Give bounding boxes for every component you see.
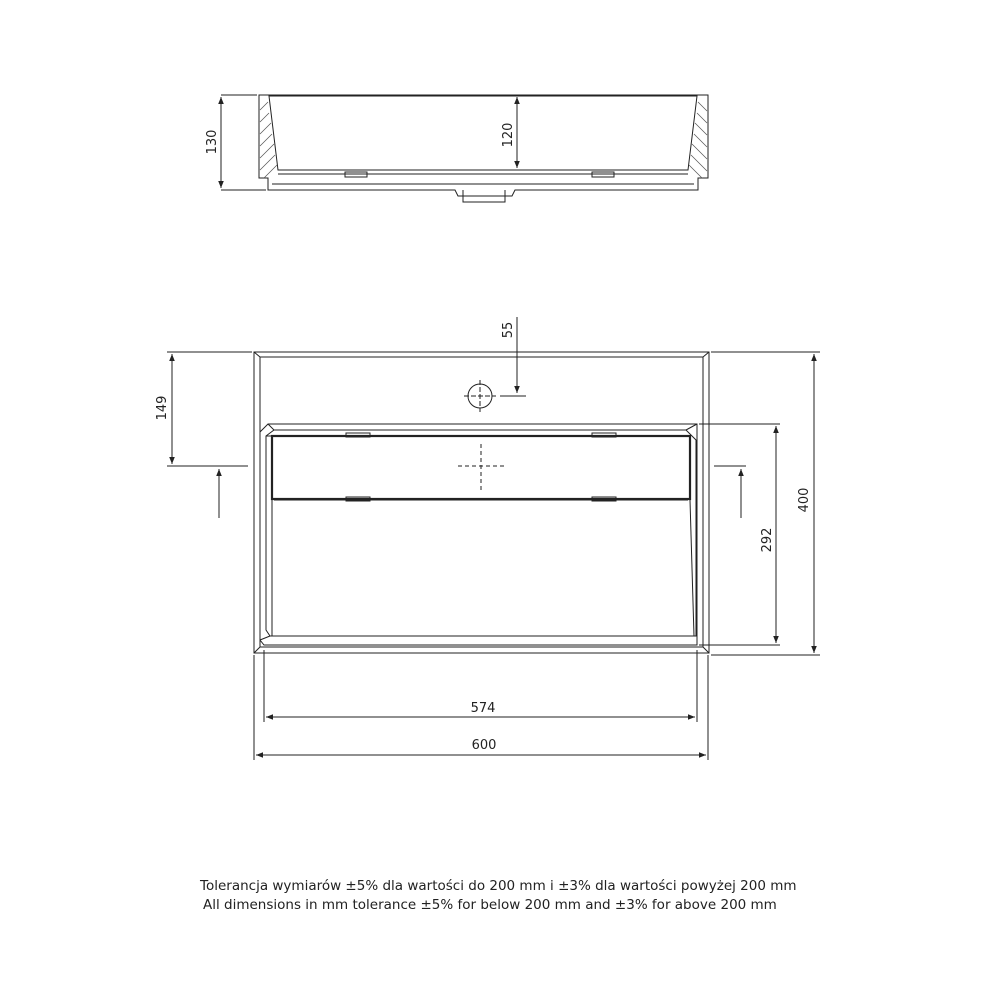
basin-outline: [259, 95, 708, 196]
dim-label-149: 149: [155, 395, 170, 421]
dim-label-400: 400: [797, 487, 812, 513]
bowl-outline: [260, 424, 697, 645]
tolerance-note-english: All dimensions in mm tolerance ±5% for below 200 mm and ±3% for above 200 mm: [203, 897, 777, 913]
dim-label-600: 600: [471, 738, 497, 753]
dim-label-55: 55: [501, 321, 516, 339]
basin-outer-edge: [254, 352, 709, 653]
dim-label-120: 120: [501, 122, 516, 148]
basin-inner-bowl: [269, 96, 697, 170]
dim-label-574: 574: [470, 701, 496, 716]
dim-label-130: 130: [205, 129, 220, 155]
side-section-view: [221, 95, 708, 202]
top-view: [167, 317, 820, 760]
drain-center-mark: [458, 444, 504, 490]
dim-label-292: 292: [760, 527, 775, 553]
tolerance-note-polish: Tolerancja wymiarów ±5% dla wartości do 200 mm i ±3% dla wartości powyżej 200 mm: [200, 878, 797, 894]
